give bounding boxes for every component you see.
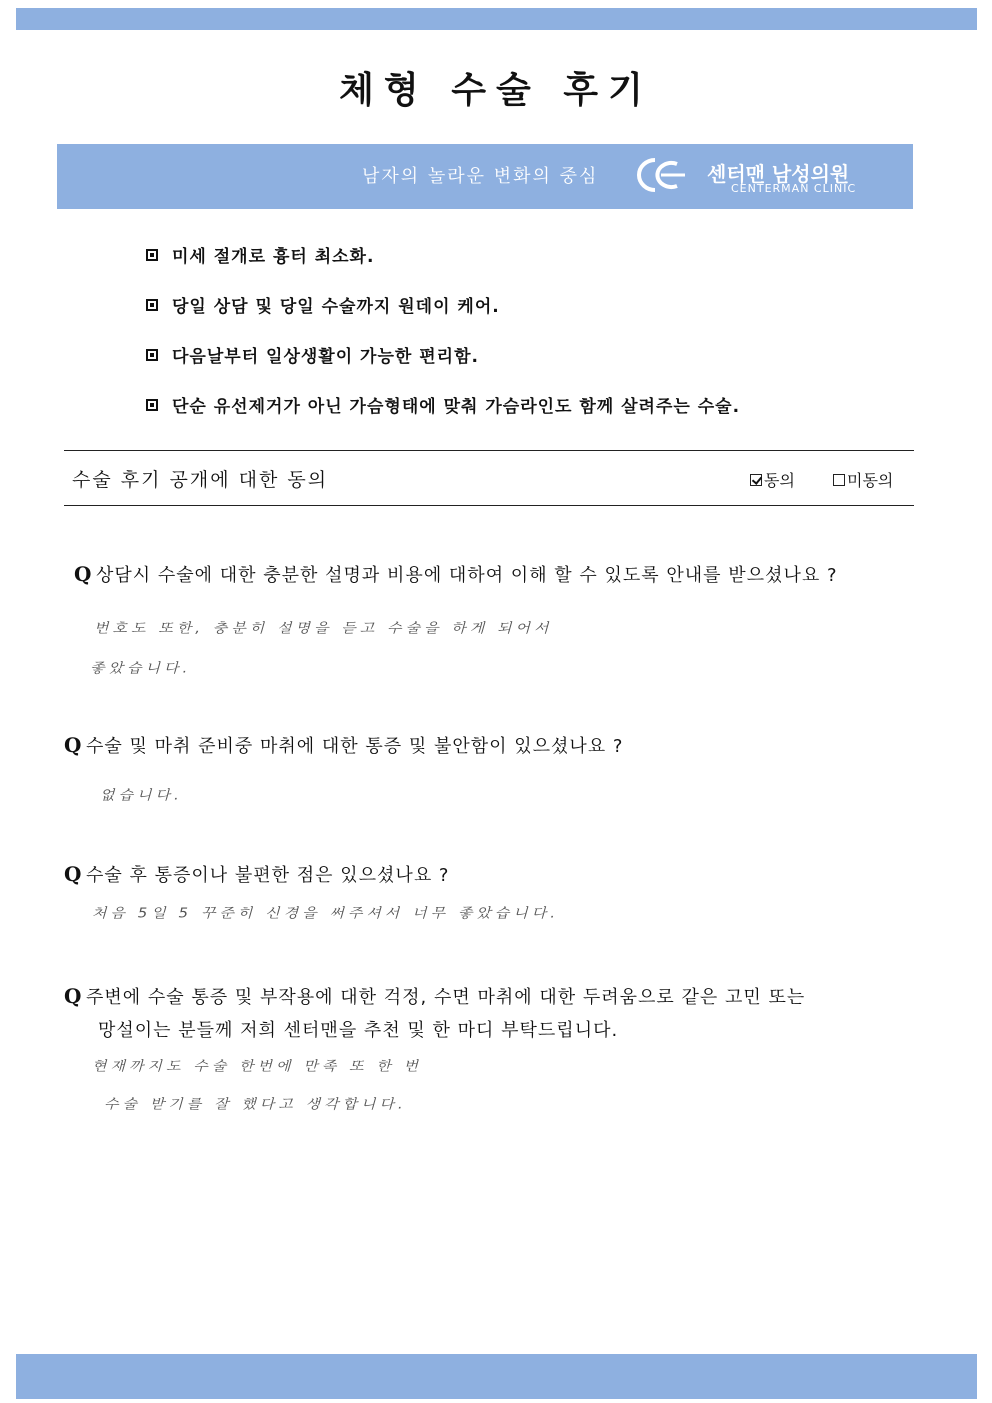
- question-text: 상담시 수술에 대한 충분한 설명과 비용에 대하여 이해 할 수 있도록 안내를 받으셨나요 ?: [96, 565, 838, 586]
- handwritten-answer-line: 수술 받기를 잘 했다고 생각합니다.: [104, 1095, 407, 1112]
- feature-text: 미세 절개로 흉터 최소화.: [172, 247, 375, 267]
- handwritten-answer-line: 처음 5일 5 꾸준히 신경을 써주셔서 너무 좋았습니다.: [92, 904, 560, 921]
- feature-text: 단순 유선제거가 아닌 가슴형태에 맞춰 가슴라인도 함께 살려주는 수술.: [172, 397, 741, 417]
- disagree-label: 미동의: [847, 471, 894, 490]
- question-mark-icon: Q: [74, 562, 93, 586]
- consent-agree-option[interactable]: [750, 468, 795, 491]
- question-text-continued: 망설이는 분들께 저희 센터맨을 추천 및 한 마디 부탁드립니다.: [98, 1020, 619, 1041]
- question-text: 주변에 수술 통증 및 부작용에 대한 걱정, 수면 마취에 대한 두려움으로 같은 고민 또는: [86, 987, 806, 1008]
- question-mark-icon: Q: [64, 733, 83, 757]
- square-bullet-icon: [146, 299, 158, 311]
- disagree-checkbox[interactable]: [833, 474, 845, 486]
- feature-list: [146, 242, 906, 442]
- question-mark-icon: Q: [64, 984, 83, 1008]
- question-1: [74, 561, 838, 587]
- clinic-name: 센터맨 남성의원: [707, 162, 850, 186]
- handwritten-answer-line: 현재까지도 수술 한번에 만족 또 한 번: [92, 1057, 422, 1074]
- clinic-banner: [57, 144, 913, 209]
- square-bullet-icon: [146, 399, 158, 411]
- question-mark-icon: Q: [64, 862, 83, 886]
- consent-label: 수술 후기 공개에 대한 동의: [72, 469, 329, 491]
- feature-item: [146, 242, 906, 267]
- clinic-name-en: CENTERMAN CLINIC: [731, 182, 857, 195]
- question-3: [64, 861, 449, 887]
- agree-checkbox[interactable]: [750, 474, 762, 486]
- consent-disagree-option[interactable]: [833, 468, 893, 491]
- feature-text: 다음날부터 일상생활이 가능한 편리함.: [172, 347, 479, 367]
- feature-item: [146, 342, 906, 367]
- agree-label: 동의: [764, 471, 795, 490]
- question-4: [64, 983, 805, 1009]
- banner-tagline: 남자의 놀라운 변화의 중심: [362, 166, 599, 187]
- handwritten-answer-line: 없습니다.: [100, 786, 183, 803]
- square-bullet-icon: [146, 349, 158, 361]
- square-bullet-icon: [146, 249, 158, 261]
- top-decorative-bar: [16, 8, 977, 30]
- consent-row: [64, 450, 914, 506]
- handwritten-answer-line: 번호도 또한, 충분히 설명을 듣고 수술을 하게 되어서: [94, 619, 553, 636]
- handwritten-answer-line: 좋았습니다.: [90, 659, 192, 676]
- question-2: [64, 732, 623, 758]
- question-text: 수술 후 통증이나 불편한 점은 있으셨나요 ?: [86, 865, 450, 886]
- feature-text: 당일 상담 및 당일 수술까지 원데이 케어.: [172, 297, 500, 317]
- feature-item: [146, 392, 906, 417]
- cc-logo-icon: [625, 154, 685, 196]
- bottom-decorative-bar: [16, 1354, 977, 1399]
- page-title: 체형 수술 후기: [339, 70, 653, 111]
- feature-item: [146, 292, 906, 317]
- question-text: 수술 및 마취 준비중 마취에 대한 통증 및 불안함이 있으셨나요 ?: [86, 736, 624, 757]
